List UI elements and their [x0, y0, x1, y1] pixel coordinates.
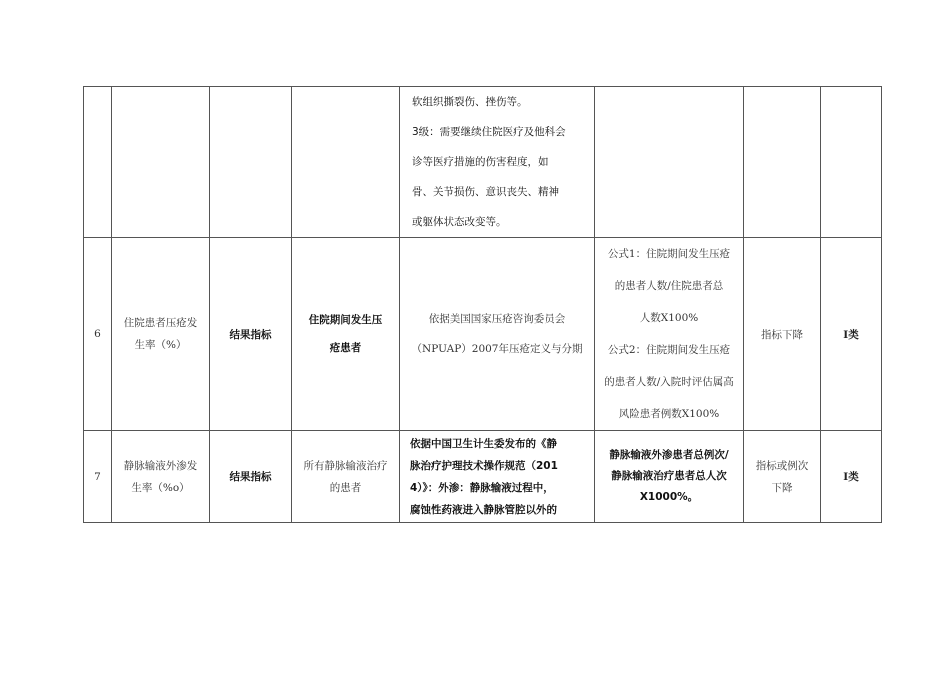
- desc-line: 或躯体状态改变等。: [412, 216, 507, 228]
- subject-line: 所有静脉输液治疗: [303, 459, 388, 472]
- name-line: 静脉输液外渗发: [123, 459, 198, 472]
- cell-formula: [595, 87, 744, 238]
- cell-category: I类: [821, 238, 882, 431]
- formula-line: X1000%。: [639, 491, 699, 503]
- subject-line: 的患者: [329, 481, 362, 494]
- cell-no: 6: [84, 238, 112, 431]
- basis-line: 脉治疗护理技术操作规范（201: [410, 459, 558, 472]
- basis-line: 4）》：外渗：静脉输液过程中，: [410, 481, 554, 494]
- cell-indicator-name: [112, 238, 210, 431]
- target-line: 指标或例次: [755, 459, 809, 472]
- cell-no: [84, 87, 112, 238]
- cell-target: [744, 431, 821, 523]
- formula-line: 静脉输液治疗患者总人次: [611, 470, 727, 482]
- formula-line: 静脉输液外渗患者总例次/: [609, 449, 729, 461]
- cell-formula: [595, 431, 744, 523]
- subject-line: 疮患者: [329, 342, 362, 354]
- basis-line: 腐蚀性药液进入静脉管腔以外的: [410, 503, 557, 516]
- cell-indicator-name: [112, 87, 210, 238]
- formula-line: 风险患者例数X100%: [618, 408, 720, 420]
- cell-basis: [400, 238, 595, 431]
- formula-line: 公式2：住院期间发生压疮: [607, 344, 731, 356]
- table-row: [84, 87, 882, 238]
- cell-basis: [400, 431, 595, 523]
- cell-category: I类: [821, 431, 882, 523]
- table-row: [84, 238, 882, 431]
- formula-line: 的患者人数/入院时评估属高: [604, 376, 734, 388]
- subject-line: 住院期间发生压: [308, 314, 383, 326]
- formula-line: 的患者人数/住院患者总: [614, 280, 724, 292]
- desc-line: 3级：需要继续住院医疗及他科会: [412, 126, 566, 138]
- desc-line: 软组织撕裂伤、挫伤等。: [412, 96, 528, 108]
- target-line: 下降: [771, 481, 793, 494]
- name-line: 生率（%）: [134, 339, 187, 351]
- basis-line: （NPUAP）2007年压疮定义与分期: [411, 343, 583, 355]
- desc-line: 骨、关节损伤、意识丧失、精神: [412, 186, 559, 198]
- desc-line: 诊等医疗措施的伤害程度，如: [412, 156, 549, 168]
- formula-line: 公式1：住院期间发生压疮: [607, 248, 731, 260]
- cell-formula: [595, 238, 744, 431]
- table-row: [84, 431, 882, 523]
- basis-line: 依据美国国家压疮咨询委员会: [428, 313, 566, 325]
- basis-line: 依据中国卫生计生委发布的《静: [410, 437, 557, 450]
- cell-indicator-type: 结果指标: [210, 238, 292, 431]
- cell-indicator-name: [112, 431, 210, 523]
- indicator-table: [83, 86, 882, 523]
- formula-line: 人数X100%: [639, 312, 699, 324]
- cell-basis: [400, 87, 595, 238]
- cell-indicator-type: [210, 87, 292, 238]
- cell-category: [821, 87, 882, 238]
- cell-subject: [292, 87, 400, 238]
- name-line: 生率（%o）: [131, 481, 190, 494]
- cell-indicator-type: 结果指标: [210, 431, 292, 523]
- cell-target: 指标下降: [744, 238, 821, 431]
- cell-subject: [292, 238, 400, 431]
- name-line: 住院患者压疮发: [123, 317, 198, 329]
- cell-subject: [292, 431, 400, 523]
- cell-target: [744, 87, 821, 238]
- cell-no: 7: [84, 431, 112, 523]
